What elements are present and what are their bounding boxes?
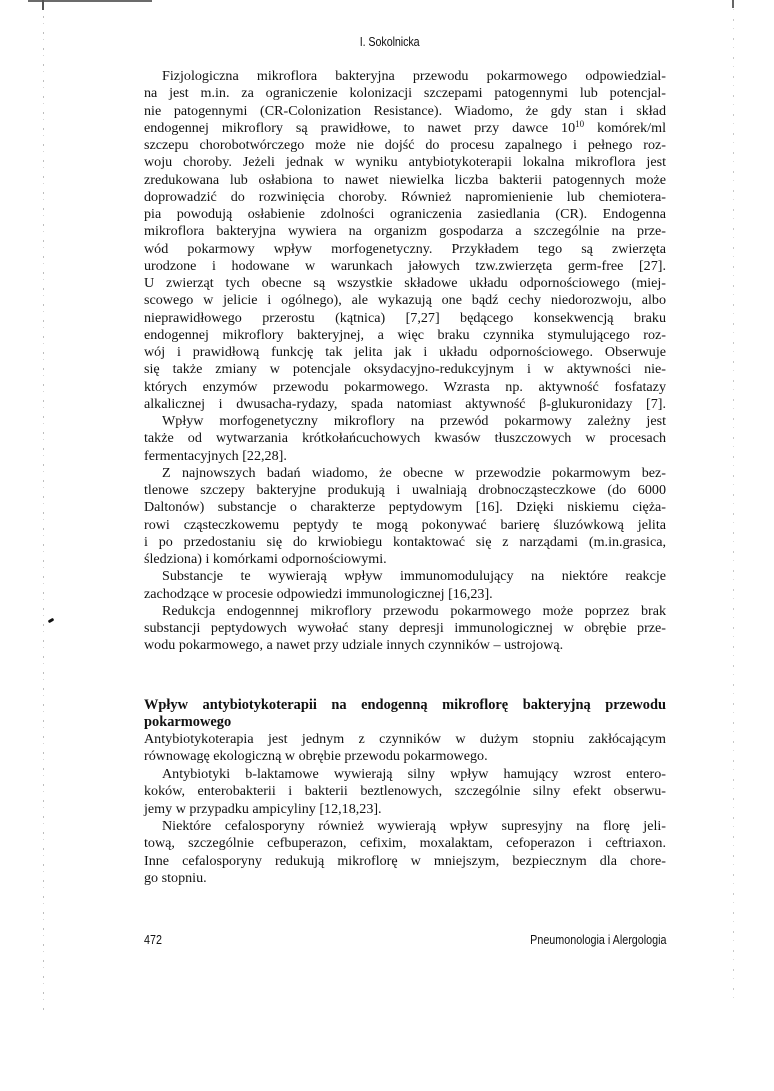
text-line: tową, szczególnie cefbuperazon, cefixim, moxalaktam, cefoperazon i ceftriaxon. [144,835,666,852]
paragraph-1 [144,68,666,413]
section-heading [144,697,666,731]
text-line: wój i prawidłową funkcję tak jelita jak i układu odpornościowego. Obserwuje [144,344,666,360]
text-line: scowego w jelicie i ogólnego), ale wykazują one bądź cechy niedorozwoju, albo [144,292,666,309]
paragraph-3 [144,818,666,888]
text-line: endogennej mikroflory bakteryjnej, a więc braku czynnika stymulującego roz- [144,326,666,343]
text-line: pia powodują osłabienie zdolności ograniczenia zasiedlania (CR). Endogenna [144,206,666,222]
text-line: rowi cząsteczkowemu peptydy te mogą pokonywać barierę śluzówkową jelita [144,516,666,533]
heading-line: pokarmowego [144,714,232,730]
text-line: Daltonów) substancje o charakterze peptydowym [16]. Dzięki niskiemu cięża- [144,499,666,516]
text-line: się także zmiany w potencjale oksydacyjno-redukcyjnym i w aktywności nie- [144,361,666,378]
scan-artifact-mark [48,618,55,624]
text-line: fermentacyjnych [22,28]. [144,447,287,464]
running-head-author: I. Sokolnicka [359,35,420,49]
text-line: woju choroby. Jeżeli jednak w wyniku antybiotykoterapii lokalna mikroflora jest [144,154,666,171]
text-line: alkalicznej i dwusacha-rydazy, spada natomiast aktywność β-glukuronidazy [7]. [144,395,666,412]
section-2-body [144,731,666,888]
text-line: go stopniu. [144,870,207,887]
text-line: wód pokarmowy wpływ morfogenetyczny. Przykładem tego są zwierzęta [144,240,666,257]
text-line: równowagę ekologiczną w obrębie przewodu pokarmowego. [144,748,488,765]
scan-artifact-left-edge [43,0,44,1010]
text-line: nie patogennymi (CR-Colonization Resistance). Wiadomo, że gdy stan i skład [144,102,666,119]
text-line: szczepu chorobotwórczego może nie dojść do procesu zapalnego i pełnego roz- [144,137,666,153]
text-line-with-superscript [144,120,666,137]
text-line: i po przedostaniu się do krwiobiegu kontaktować się z narządami (m.in.grasica, [144,533,666,550]
text-line: Wpływ morfogenetyczny mikroflory na przewód pokarmowy zależny jest [162,413,666,429]
superscript-exponent: 10 [575,118,585,129]
scan-artifact-top-line [28,0,152,2]
heading-line: Wpływ antybiotykoterapii na endogenną mikroflorę bakteryjną przewodu [144,697,666,713]
text-line: Z najnowszych badań wiadomo, że obecne w przewodzie pokarmowym bez- [162,464,666,481]
paragraph-2 [144,413,666,465]
text-line: jemy w przypadku ampicyliny [12,18,23]. [144,800,382,817]
text-segment: endogennej mikroflory są prawidłowe, to nawet przy dawce 10 [144,119,576,136]
text-line: na jest m.in. za ograniczenie kolonizacji szczepami patogennymi lub potencjal- [144,85,666,102]
paragraph-3 [144,465,666,569]
text-line: także od wytwarzania krótkołańcuchowych kwasów tłuszczowych w procesach [144,430,666,447]
paragraph-5 [144,603,666,655]
text-line: Substancje te wywierają wpływ immunomodulujący na niektóre reakcje [162,568,666,585]
scan-artifact-right-edge [733,0,734,1000]
section-1-body [144,68,666,655]
text-line: doprowadzić do rozwinięcia choroby. Również napromienienie lub chemiotera- [144,188,666,205]
text-line: Antybiotyki b-laktamowe wywierają silny wpływ hamujący wzrost entero- [162,765,666,782]
text-line: zachodzące w procesie odpowiedzi immunologicznej [16,23]. [144,585,493,602]
paragraph-1 [144,731,666,766]
paragraph-4 [144,568,666,603]
scan-artifact-corner [732,0,734,8]
paragraph-2 [144,766,666,818]
scan-artifact-corner [42,0,44,10]
text-line: nieprawidłowego przerostu (kątnica) [7,27] będącego konsekwencją braku [144,309,666,326]
text-line: tlenowe szczepy bakteryjne produkują i uwalniają drobnocząsteczkowe (do 6000 [144,482,666,498]
text-line: mikroflora bakteryjna wywiera na organizm gospodarza a szczególnie na prze- [144,223,666,240]
text-line: Antybiotykoterapia jest jednym z czynników w dużym stopniu zakłócającym [144,731,666,747]
text-line: U zwierząt tych obecne są wszystkie składowe układu odpornościowego (miej- [144,275,666,291]
text-line: wodu pokarmowego, a nawet przy udziale innych czynników – ustrojową. [144,637,564,654]
text-line: Redukcja endogennnej mikroflory przewodu pokarmowego może poprzez brak [162,602,666,619]
journal-name: Pneumonologia i Alergologia [529,933,666,947]
text-line: Inne cefalosporyny redukują mikroflorę w mniejszym, bezpiecznym dla chore- [144,852,666,869]
text-line: zredukowana lub osłabiona to nawet niewielka liczba bakterii patogennych może [144,171,666,188]
text-line: których enzymów przewodu pokarmowego. Wzrasta np. aktywność fosfatazy [144,378,666,395]
text-segment: komórek/ml [584,119,666,136]
text-line: Fizjologiczna mikroflora bakteryjna przewodu pokarmowego odpowiedzial- [162,68,666,84]
text-line: śledziona) i komórkami odpornościowymi. [144,551,387,567]
text-line: Niektóre cefalosporyny również wywierają wpływ supresyjny na florę jeli- [162,817,666,834]
text-line: koków, enterobakterii i bakterii beztlenowych, szczególnie silny efekt obserwu- [144,783,666,800]
text-line: urodzone i hodowane w warunkach jałowych tzw.zwierzęta germ-free [27]. [144,257,666,274]
page-number: 472 [144,933,162,947]
text-line: substancji peptydowych wywołać stany depresji immunologicznej w obrębie prze- [144,620,666,636]
